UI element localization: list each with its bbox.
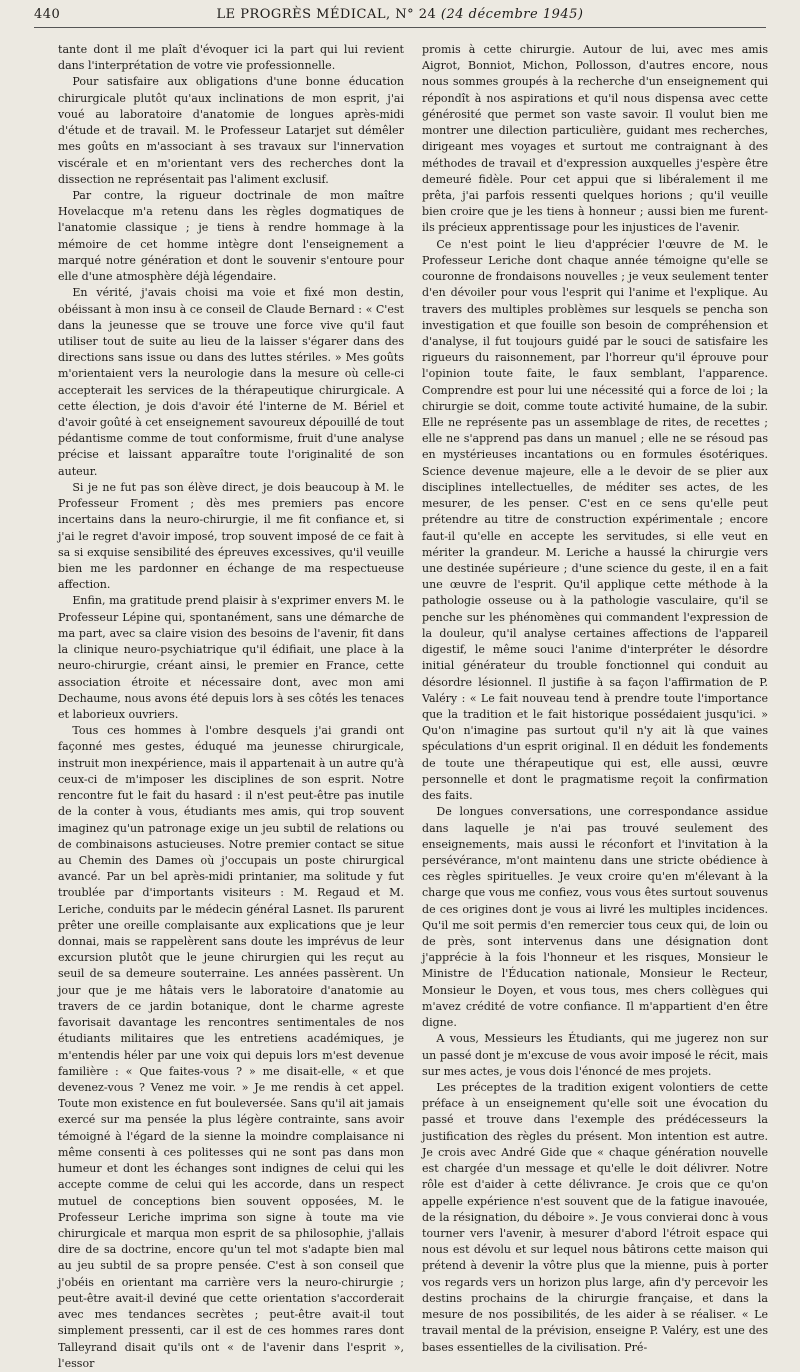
paragraph: A vous, Messieurs les Étudiants, qui me jugerez non sur un passé dont je m'excuse de vous avoir imposé le récit, mais sur mes actes, je vous dois l'énoncé de mes projets. <box>422 1032 768 1078</box>
left-column <box>58 42 404 1370</box>
right-column <box>422 42 768 1354</box>
paragraph: Enfin, ma gratitude prend plaisir à s'exprimer envers M. le Professeur Lépine qui, spontanément, sans une démarche de ma part, avec sa claire vision des besoins de l'avenir, fit dans la clinique neuro-psychiatrique qu'il édifiait, une place à la neuro-chirurgie, créant ainsi, le premier en France, cette association étroite et nécessaire dont, avec mon ami Dechaume, nous avons été depuis lors à ses côtés les tenaces et laborieux ouvriers. <box>58 594 404 721</box>
header-rule <box>34 27 766 28</box>
paragraph: Par contre, la rigueur doctrinale de mon maître Hovelacque m'a retenu dans les règles dogmatiques de l'anatomie classique ; je tiens à rendre hommage à la mémoire de cet homme intègre dont l'enseignement a marqué notre génération et dont le souvenir s'entoure pour elle d'une atmosphère déjà légendaire. <box>58 188 404 284</box>
page-header <box>34 4 766 26</box>
paragraph: En vérité, j'avais choisi ma voie et fixé mon destin, obéissant à mon insu à ce conseil de Claude Bernard : « C'est dans la jeunesse que se trouve une force vive qu'il faut utiliser tout de suite au lieu de la laisser s'égarer dans des directions sans issue ou dans des luttes stériles. » Mes goûts m'orientaient vers la neurologie dans la mesure où celle-ci accepterait les services de la thérapeutique chirurgicale. A cette élection, je dois d'avoir été l'interne de M. Bériel et d'avoir goûté à cet enseignement savoureux dépouillé de tout pédantisme comme de tout conformisme, fruit d'une analyse précise et laissant apparaître toute l'originalité de son auteur. <box>58 286 404 478</box>
paragraph: Tous ces hommes à l'ombre desquels j'ai grandi ont façonné mes gestes, éduqué ma jeunesse chirurgicale, instruit mon inexpérience, mais il appartenait à un autre qu'à ceux-ci de m'imposer les disciplines de son esprit. Notre rencontre fut le fait du hasard : il n'est peut-être pas inutile de la conter à vous, étudiants mes amis, qui trop souvent imaginez qu'un patronage exige un jeu subtil de relations ou de combinaisons astucieuses. Notre premier contact se situe au Chemin des Dames où j'occupais un poste chirurgical avancé. Par un bel après-midi printanier, ma solitude y fut troublée par d'importants visiteurs : M. Regaud et M. Leriche, conduits par le médecin général Lasnet. Ils parurent prêter une oreille complaisante aux explications que je leur donnai, mais se rappelèrent sans doute les imprévus de leur excursion plutôt que le jeune chirurgien qui les reçut au seuil de sa demeure souterraine. Les années passèrent. Un jour que je me hâtais vers le laboratoire d'anatomie au travers de ce jardin botanique, dont le charme agreste favorisait davantage les rencontres sentimentales de nos étudiants militaires que les entretiens académiques, je m'entendis héler par une voix qui depuis lors m'est devenue familière : « Que faites-vous ? » me disait-elle, « et que devenez-vous ? Venez me voir. » Je me rendis à cet appel. Toute mon existence en fut bouleversée. Sans qu'il ait jamais exercé sur ma pensée la plus légère contrainte, sans avoir témoigné à l'égard de la sienne la moindre complaisance ni même consenti à ces politesses qui ne sont pas dans mon humeur et dont les échanges sont indignes de celui qui les accepte comme de celui qui les accorde, dans un respect mutuel de conceptions bien souvent opposées, M. le Professeur Leriche imprima son signe à toute ma vie chirurgicale et marqua mon esprit de sa philosophie, j'allais dire de sa doctrine, encore qu'un tel mot s'adapte bien mal au jeu subtil de sa propre pensée. C'est à son conseil que j'obéis en orientant ma carrière vers la neuro-chirurgie ; peut-être avait-il deviné que cette orientation s'accorderait avec mes tendances secrètes ; peut-être avait-il tout simplement pressenti, car il est de ces hommes rares dont Talleyrand disait qu'ils ont « de l'avenir dans l'esprit », l'essor <box>58 724 404 1370</box>
paragraph: promis à cette chirurgie. Autour de lui, avec mes amis Aigrot, Bonniot, Michon, Pollosson, d'autres encore, nous nous sommes groupés à la recherche d'un enseignement qui répondît à nos aspirations et qu'il nous dispensa avec cette générosité que permet son vaste savoir. Il voulut bien me montrer une dilection particulière, guidant mes recherches, dirigeant mes voyages et surtout me contraignant à des méthodes de travail et d'expression auxquelles j'espère être demeuré fidèle. Pour cet appui que si libéralement il me prêta, j'ai parfois ressenti quelques horions ; qu'il veuille bien croire que je les tiens à honneur ; aussi bien me furent-ils précieux apprentissage pour les injustices de l'avenir. <box>422 43 768 235</box>
issue-date: (24 décembre 1945) <box>440 7 584 22</box>
paragraph: Les préceptes de la tradition exigent volontiers de cette préface à un enseignement qu'elle soit une évocation du passé et trouve dans l'exemple des prédécesseurs la justification des règles du présent. Mon intention est autre. Je crois avec André Gide que « chaque génération nouvelle est chargée d'un message et qu'elle le doit délivrer. Notre rôle est d'aider à cette délivrance. Je crois que ce qu'on appelle expérience n'est souvent que de la fatigue inavouée, de la résignation, du déboire ». Je vous convierai donc à vous tourner vers l'avenir, à mesurer d'abord l'étroit espace qui nous est dévolu et sur lequel nous bâtirons cette maison qui prétend à devenir la vôtre plus que la mienne, puis à porter vos regards vers un horizon plus large, afin d'y percevoir les destins prochains de la chirurgie française, et dans la mesure de nos possibilités, de les aider à se réaliser. « Le travail mental de la prévision, enseigne P. Valéry, est une des bases essentielles de la civilisation. Pré- <box>422 1081 768 1354</box>
page-number: 440 <box>34 7 61 22</box>
paragraph: Ce n'est point le lieu d'apprécier l'œuvre de M. le Professeur Leriche dont chaque année témoigne qu'elle se couronne de frondaisons nouvelles ; je veux seulement tenter d'en dévoiler pour vous l'esprit qui l'anime et l'explique. Au travers des multiples problèmes sur lesquels se pencha son investigation et que fouille son besoin de compréhension et d'analyse, il fut toujours guidé par le souci de satisfaire les rigueurs du raisonnement, par l'horreur qu'il éprouve pour l'opinion toute faite, le faux semblant, l'apparence. Comprendre est pour lui une nécessité qui a force de loi ; la chirurgie se doit, comme toute activité humaine, de la subir. Elle ne représente pas un assemblage de rites, de recettes ; elle ne s'apprend pas dans un manuel ; elle ne se résoud pas en mystérieuses incantations ou en formules ésotériques. Science devenue majeure, elle a le devoir de se plier aux disciplines intellectuelles, de méditer ses actes, de les mesurer, de les penser. C'est en ce sens qu'elle peut prétendre au titre de construction expérimentale ; encore faut-il qu'elle en accepte les servitudes, si elle veut en mériter la grandeur. M. Leriche a haussé la chirurgie vers une destinée supérieure ; d'une science du geste, il en a fait une œuvre de l'esprit. Qu'il applique cette méthode à la pathologie osseuse ou à la pathologie vasculaire, qu'il se penche sur les phénomènes qui commandent l'expression de la douleur, qu'il analyse certaines affections de l'appareil digestif, le même souci l'anime d'interpréter le désordre initial générateur du trouble fonctionnel qui conduit au désordre lésionnel. Il justifie à sa façon l'affirmation de P. Valéry : « Le fait nouveau tend à prendre toute l'importance que la tradition et le fait historique possédaient jusqu'ici. » Qu'on n'imagine pas surtout qu'il n'y ait là que vaines spéculations d'un esprit original. Il en déduit les fondements de toute une thérapeutique qui est, elle aussi, œuvre personnelle et dont le pragmatisme reçoit la confirmation des faits. <box>422 237 768 803</box>
body-columns <box>58 42 768 1370</box>
paragraph: tante dont il me plaît d'évoquer ici la part qui lui revient dans l'interprétation de votre vie professionnelle. <box>58 43 404 73</box>
paragraph: De longues conversations, une correspondance assidue dans laquelle je n'ai pas trouvé seulement des enseignements, mais aussi le réconfort et l'invitation à la persévérance, m'ont maintenu dans une stricte obédience à ces règles spirituelles. Je veux croire qu'en m'élevant à la charge que vous me confiez, vous vous êtes surtout souvenus de ces origines dont je vous ai livré les multiples incidences. Qu'il me soit permis d'en remercier tous ceux qui, de loin ou de près, sont intervenus dans une désignation dont j'apprécie à la fois l'honneur et les risques, Monsieur le Ministre de l'Éducation nationale, Monsieur le Recteur, Monsieur le Doyen, et vous tous, mes chers collègues qui m'avez crédité de votre confiance. Il m'appartient d'en être digne. <box>422 805 768 1030</box>
paragraph: Pour satisfaire aux obligations d'une bonne éducation chirurgicale plutôt qu'aux inclinations de mon esprit, j'ai voué au laboratoire d'anatomie de longues après-midi d'étude et de travail. M. le Professeur Latarjet sut démêler mes goûts en m'associant à ses travaux sur l'innervation viscérale et en m'orientant vers des recherches dont la dissection ne représentait pas l'aliment exclusif. <box>58 75 404 186</box>
running-head <box>34 7 766 22</box>
journal-title: LE PROGRÈS MÉDICAL, N° 24 <box>216 7 437 22</box>
paragraph: Si je ne fut pas son élève direct, je dois beaucoup à M. le Professeur Froment ; dès mes premiers pas encore incertains dans la neuro-chirurgie, il me fit confiance et, si j'ai le regret d'avoir imposé, trop souvent imposé de ce fait à sa si exquise sensibilité des épreuves excessives, qu'il veuille bien me les pardonner en échange de ma respectueuse affection. <box>58 480 404 592</box>
